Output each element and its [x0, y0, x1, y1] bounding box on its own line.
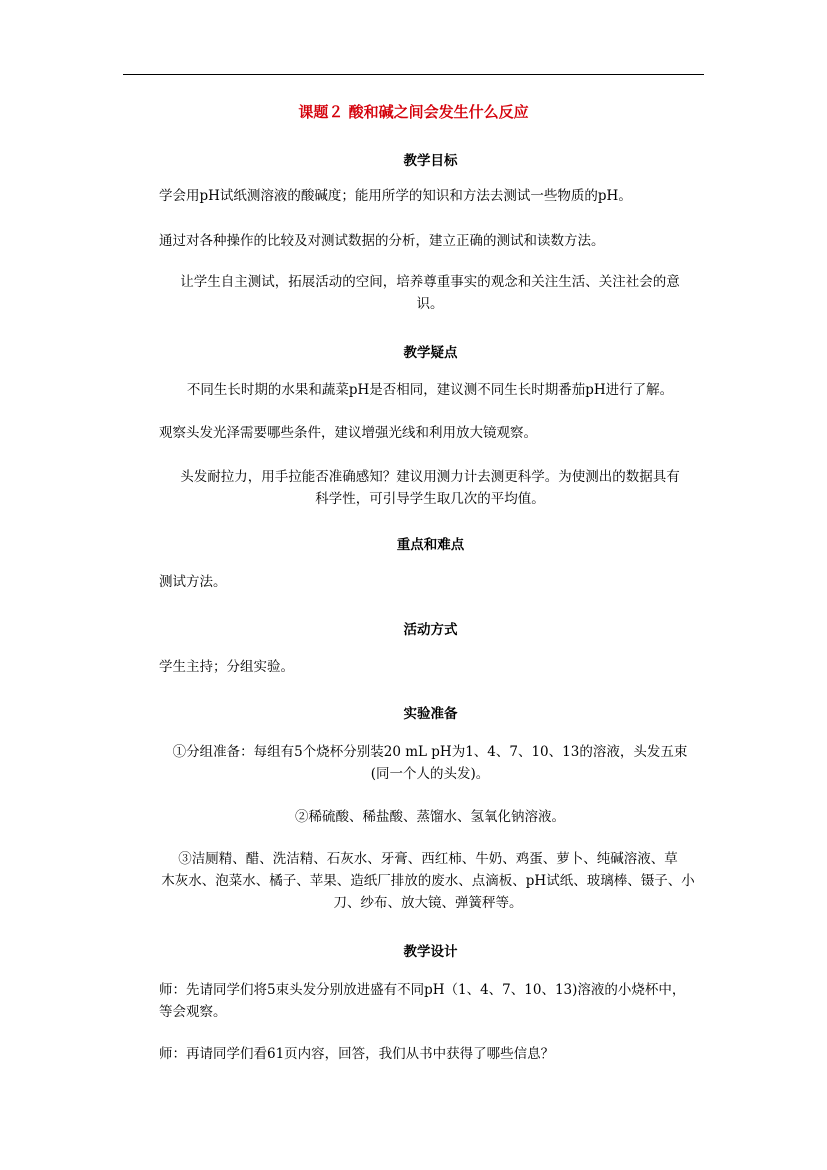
prep-paragraph-3 — [150, 848, 706, 914]
heading-key-points: 重点和难点 — [396, 537, 465, 553]
doubts-paragraph-2: 观察头发光泽需要哪些条件，建议增强光线和利用放大镜观察。 — [159, 425, 537, 441]
goals-paragraph-1: 学会用pH试纸测溶液的酸碱度；能用所学的知识和方法去测试一些物质的pH。 — [159, 188, 632, 204]
mode-paragraph-1: 学生主持；分组实验。 — [159, 659, 294, 675]
design-paragraph-2: 师：再请同学们看61页内容，回答，我们从书中获得了哪些信息？ — [159, 1046, 555, 1062]
heading-goals: 教学目标 — [403, 153, 458, 169]
prep-paragraph-1-line-1: ①分组准备：每组有5个烧杯分别装20 mL pH为1、4、7、10、13的溶液，头发五束 — [172, 744, 688, 760]
prep-paragraph-2: ②稀硫酸、稀盐酸、蒸馏水、氢氧化钠溶液。 — [295, 809, 565, 825]
goals-paragraph-3-line-2: 识。 — [416, 296, 444, 312]
heading-activity-mode: 活动方式 — [403, 622, 458, 638]
design-paragraph-1-line-1: 师：先请同学们将5束头发分别放进盛有不同pH（1、4、7、10、13)溶液的小烧杯中， — [159, 982, 686, 998]
key-paragraph-1: 测试方法。 — [159, 574, 227, 590]
prep-paragraph-1-line-2: (同一个人的头发)。 — [370, 766, 490, 782]
prep-paragraph-1 — [150, 741, 710, 785]
doubts-paragraph-3 — [150, 466, 710, 510]
prep-paragraph-3-line-2: 木灰水、泡菜水、橘子、苹果、造纸厂排放的废水、点滴板、pH试纸、玻璃棒、镊子、小 — [161, 873, 695, 889]
design-paragraph-1-line-2: 等会观察。 — [159, 1004, 227, 1020]
heading-design: 教学设计 — [403, 944, 458, 960]
doubts-paragraph-1: 不同生长时期的水果和蔬菜pH是否相同，建议测不同生长时期番茄pH进行了解。 — [186, 382, 674, 398]
goals-paragraph-2: 通过对各种操作的比较及对测试数据的分析，建立正确的测试和读数方法。 — [159, 233, 605, 249]
prep-paragraph-3-line-1: ③洁厕精、醋、洗洁精、石灰水、牙膏、西红柿、牛奶、鸡蛋、萝卜、纯碱溶液、草 — [178, 851, 678, 867]
doubts-paragraph-3-line-1: 头发耐拉力，用手拉能否准确感知？建议用测力计去测更科学。为使测出的数据具有 — [180, 469, 680, 485]
document-title: 课题２ 酸和碱之间会发生什么反应 — [298, 103, 529, 121]
prep-paragraph-3-line-3: 刀、纱布、放大镜、弹簧秤等。 — [333, 895, 523, 911]
header-rule — [123, 74, 704, 75]
goals-paragraph-3 — [150, 271, 710, 315]
doubts-paragraph-3-line-2: 科学性，可引导学生取几次的平均值。 — [315, 491, 545, 507]
goals-paragraph-3-line-1: 让学生自主测试，拓展活动的空间，培养尊重事实的观念和关注生活、关注社会的意 — [180, 274, 680, 290]
heading-doubts: 教学疑点 — [403, 345, 458, 361]
heading-preparation: 实验准备 — [403, 706, 458, 722]
